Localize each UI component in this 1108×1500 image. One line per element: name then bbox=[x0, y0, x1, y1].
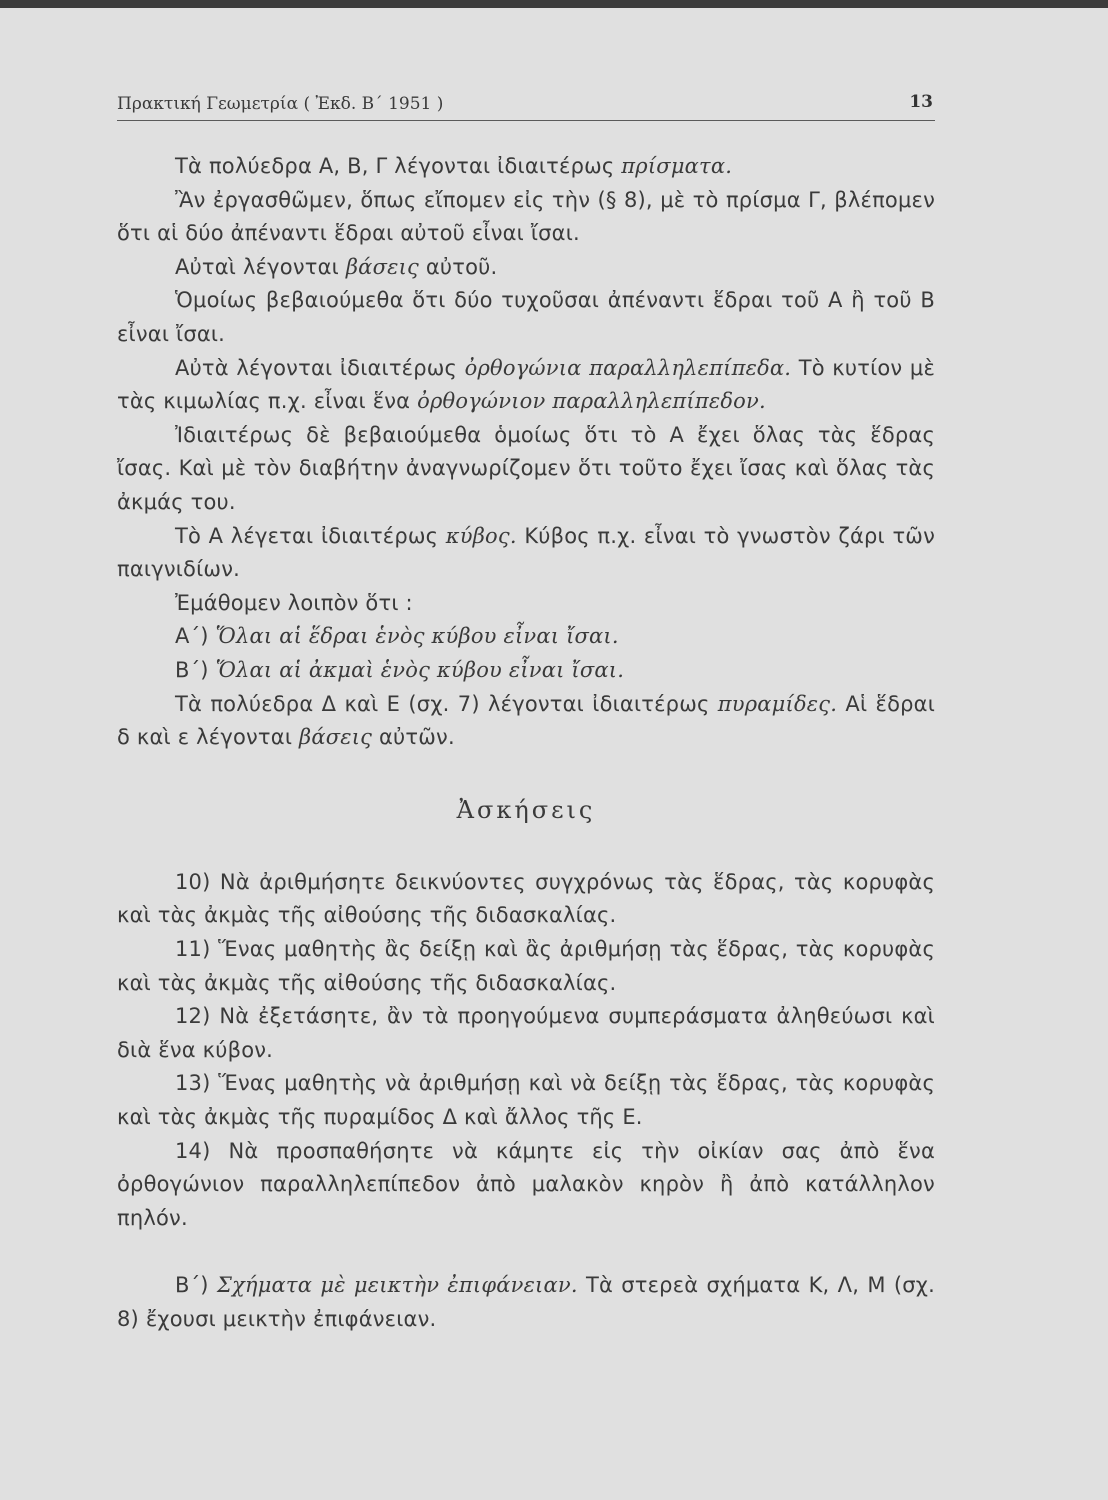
paragraph-cube: Τὸ Α λέγεται ἰδιαιτέρως κύβος. Κύβος π.χ. εἶναι τὸ γνωστὸν ζάρι τῶν παιγνιδίων. bbox=[117, 523, 935, 582]
exercise-item: 12) Νὰ ἐξετάσητε, ἂν τὰ προηγούμενα συμπεράσματα ἀληθεύωσι καὶ διὰ ἕνα κύβον. bbox=[117, 1004, 935, 1062]
paragraph-opposite-faces: Ὁμοίως βεβαιούμεθα ὅτι δύο τυχοῦσαι ἀπέναντι ἕδραι τοῦ Α ἢ τοῦ Β εἶναι ἴσαι. bbox=[117, 288, 935, 346]
exercise-item: 11) Ἕνας μαθητὴς ἂς δείξῃ καὶ ἂς ἀριθμήσῃ τὰς ἕδρας, τὰς κορυφὰς καὶ τὰς ἀκμὰς τῆς αἰθούσης τῆς διδασκαλίας. bbox=[117, 937, 935, 995]
paragraph-pyramids: Τὰ πολύεδρα Δ καὶ Ε (σχ. 7) λέγονται ἰδιαιτέρως πυραμίδες. Αἱ ἕδραι δ καὶ ε λέγονται βάσεις αὐτῶν. bbox=[117, 691, 935, 750]
term-mixed-surface: Σχήματα μὲ μεικτὴν ἐπιφάνειαν. bbox=[216, 1273, 578, 1297]
exercises-heading: Ἀσκήσεις bbox=[456, 796, 596, 825]
term-cube: κύβος. bbox=[445, 523, 517, 548]
term-bases: βάσεις bbox=[345, 254, 419, 279]
page-number: 13 bbox=[909, 92, 933, 112]
paragraph-we-learned: Ἐμάθομεν λοιπὸν ὅτι : bbox=[175, 590, 413, 615]
exercise-item: 14) Νὰ προσπαθήσητε νὰ κάμητε εἰς τὴν οἰκίαν σας ἀπὸ ἕνα ὀρθογώνιον παραλληλεπίπεδον ἀπὸ μαλακὸν κηρὸν ἢ ἀπὸ κατάλληλον πηλόν. bbox=[117, 1138, 935, 1230]
page-body bbox=[117, 150, 935, 1336]
exercise-item: 13) Ἕνας μαθητὴς νὰ ἀριθμήσῃ καὶ νὰ δείξῃ τὰς ἕδρας, τὰς κορυφὰς καὶ τὰς ἀκμὰς τῆς πυραμίδος Δ καὶ ἄλλος τῆς Ε. bbox=[117, 1071, 935, 1130]
term-pyramid-bases: βάσεις bbox=[299, 725, 373, 750]
rule-a-text: Ὅλαι αἱ ἕδραι ἑνὸς κύβου εἶναι ἴσαι. bbox=[215, 624, 619, 649]
rule-a: Α΄) Ὅλαι αἱ ἕδραι ἑνὸς κύβου εἶναι ἴσαι. bbox=[175, 624, 619, 649]
paragraph-mixed-surface: Β΄) Σχήματα μὲ μεικτὴν ἐπιφάνειαν. Τὰ στερεὰ σχήματα Κ, Λ, Μ (σχ. 8) ἔχουσι μεικτὴν ἐπιφάνειαν. bbox=[117, 1273, 936, 1331]
exercise-item: 10) Νὰ ἀριθμήσητε δεικνύοντες συγχρόνως τὰς ἕδρας, τὰς κορυφὰς καὶ τὰς ἀκμὰς τῆς αἰθούσης τῆς διδασκαλίας. bbox=[117, 869, 935, 928]
running-header bbox=[117, 90, 935, 121]
term-cuboids: ὀρθογώνια παραλληλεπίπεδα. bbox=[464, 355, 792, 380]
paragraph-bases: Αὐταὶ λέγονται βάσεις αὐτοῦ. bbox=[175, 254, 498, 279]
paragraph-equal-faces: Ἰδιαιτέρως δὲ βεβαιούμεθα ὁμοίως ὅτι τὸ Α ἔχει ὅλας τὰς ἕδρας ἴσας. Καὶ μὲ τὸν διαβήτην ἀναγνωρίζομεν ὅτι τοῦτο ἔχει ἴσας καὶ ὅλας τὰς ἀκμάς του. bbox=[117, 422, 935, 514]
term-cuboid: ὀρθογώνιον παραλληλεπίπεδον. bbox=[417, 389, 766, 414]
rule-b-text: Ὅλαι αἱ ἀκμαὶ ἑνὸς κύβου εἶναι ἴσαι. bbox=[215, 657, 625, 682]
rule-b: Β΄) Ὅλαι αἱ ἀκμαὶ ἑνὸς κύβου εἶναι ἴσαι. bbox=[175, 657, 625, 682]
term-prisms: πρίσματα. bbox=[621, 154, 733, 178]
scan-top-border bbox=[0, 0, 1108, 8]
paragraph-cuboids: Αὐτὰ λέγονται ἰδιαιτέρως ὀρθογώνια παραλληλεπίπεδα. Τὸ κυτίον μὲ τὰς κιμωλίας π.χ. εἶναι ἕνα ὀρθογώνιον παραλληλεπίπεδον. bbox=[117, 355, 935, 414]
paragraph-prism-faces: Ἂν ἐργασθῶμεν, ὅπως εἴπομεν εἰς τὴν (§ 8), μὲ τὸ πρίσμα Γ, βλέπομεν ὅτι αἱ δύο ἀπέναντι ἕδραι αὐτοῦ εἶναι ἴσαι. bbox=[117, 187, 935, 246]
term-pyramids: πυραμίδες. bbox=[717, 691, 838, 716]
running-title: Πρακτική Γεωμετρία ( Ἐκδ. Β΄ 1951 ) bbox=[117, 94, 444, 114]
paragraph-prisms: Τὰ πολύεδρα Α, Β, Γ λέγονται ἰδιαιτέρως πρίσματα. bbox=[175, 154, 733, 178]
